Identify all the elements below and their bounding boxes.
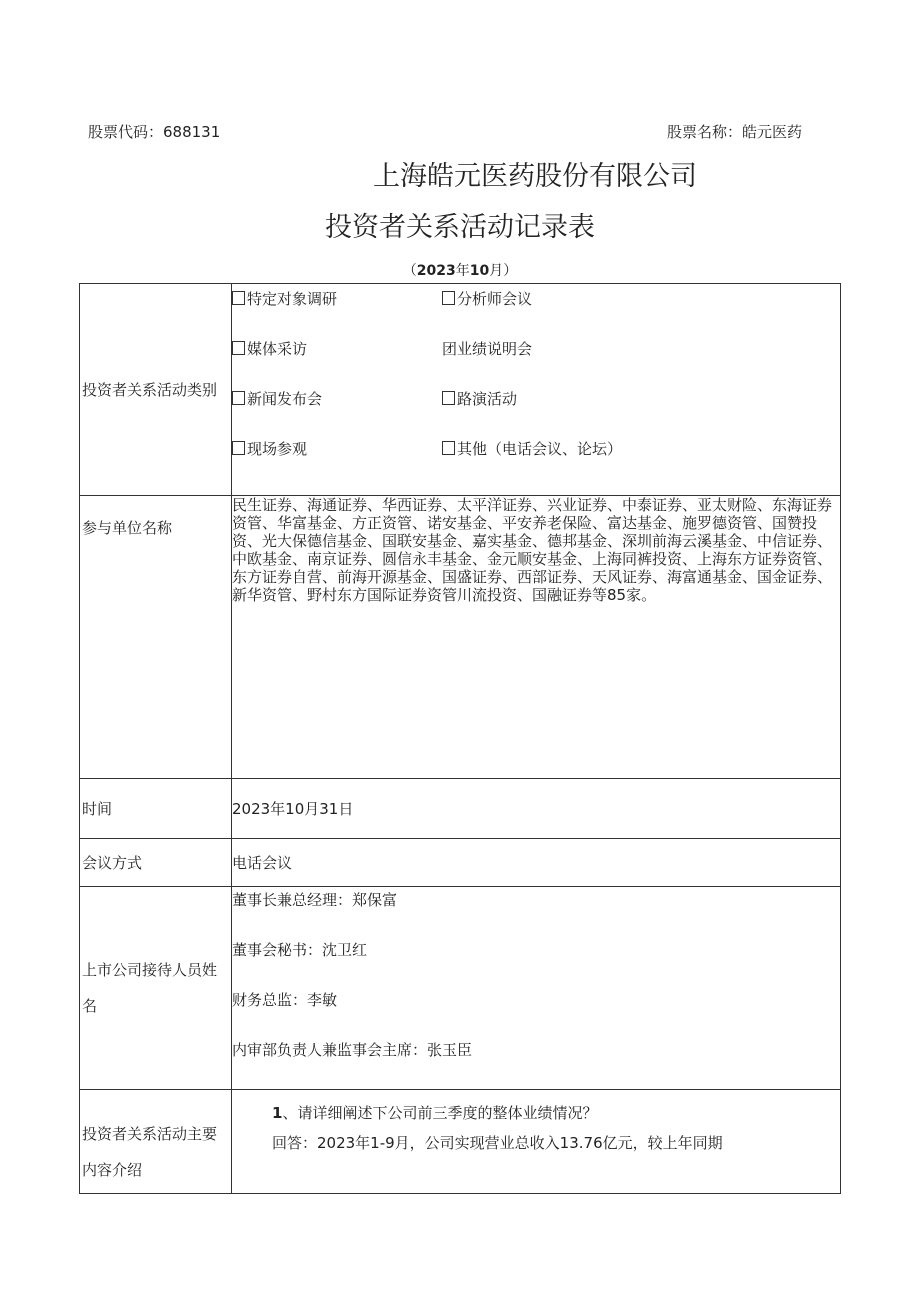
time-label: 时间: [80, 779, 232, 839]
stock-name: 股票名称：皓元医药: [667, 123, 803, 141]
reception-line: 董事长兼总经理：郑保富: [232, 891, 398, 909]
period-month: 10: [469, 263, 490, 279]
option-earnings-call[interactable]: [442, 340, 792, 390]
content-label: 投资者关系活动主要内容介绍: [80, 1090, 232, 1194]
participants-label: 参与单位名称: [80, 496, 232, 779]
format-label: 会议方式: [80, 839, 232, 887]
period-close: 月）: [489, 263, 518, 279]
option-label: 团业绩说明会: [442, 340, 533, 358]
stock-code: 股票代码：688131: [88, 123, 221, 141]
option-label: 路演活动: [457, 390, 518, 408]
category-label: 投资者关系活动类别: [80, 284, 232, 496]
option-label: 其他（电话会议、论坛）: [457, 440, 623, 458]
option-other[interactable]: [442, 440, 792, 490]
option-media-interview[interactable]: [232, 340, 442, 390]
checkbox-icon[interactable]: [232, 391, 245, 405]
checkbox-icon[interactable]: [442, 391, 455, 405]
checkbox-icon[interactable]: [442, 441, 455, 455]
participants-value: 民生证券、海通证券、华西证券、太平洋证券、兴业证券、中泰证券、亚太财险、东海证券资管、华富基金、方正资管、诺安基金、平安养老保险、富达基金、施罗德资管、国赞投资、光大保德信基金、国联安基金、嘉实基金、德邦基金、深圳前海云溪基金、中信证券、中欧基金、南京证券、圆信永丰基金、金元顺安基金、上海同裤投资、上海东方证券资管、东方证券自营、前海开源基金、国盛证券、西部证券、天风证券、海富通基金、国金证券、新华资管、野村东方国际证券资管川流投资、国融证券等85家。: [232, 496, 841, 779]
period-open: （: [402, 263, 417, 279]
checkbox-icon[interactable]: [232, 291, 245, 305]
reception-line: 内审部负责人兼监事会主席：张玉臣: [232, 1041, 473, 1059]
reception-line: 财务总监：李敏: [232, 991, 338, 1009]
option-label: 分析师会议: [457, 290, 533, 308]
option-site-visit[interactable]: [232, 440, 442, 490]
period-year: 2023: [416, 263, 456, 279]
company-title: 上海皓元医药股份有限公司: [373, 161, 697, 192]
option-analyst-meeting[interactable]: [442, 290, 792, 340]
period-mid: 年: [455, 263, 470, 279]
reception-list: [232, 887, 841, 1090]
option-label: 特定对象调研: [247, 290, 338, 308]
checkbox-icon[interactable]: [442, 291, 455, 305]
option-roadshow[interactable]: [442, 390, 792, 440]
checkbox-icon[interactable]: [232, 341, 245, 355]
option-press-conference[interactable]: [232, 390, 442, 440]
format-value: 电话会议: [232, 839, 841, 887]
content-body: [232, 1090, 841, 1194]
answer-1: 回答：2023年1-9月，公司实现营业总收入13.76亿元，较上年同期: [272, 1134, 723, 1152]
category-options: [232, 284, 841, 496]
period-subtitle: [0, 260, 920, 280]
question-text: 、请详细阐述下公司前三季度的整体业绩情况？: [282, 1104, 598, 1122]
record-table: [79, 283, 841, 1194]
option-label: 新闻发布会: [247, 390, 323, 408]
option-label: 媒体采访: [247, 340, 308, 358]
question-number: 1: [272, 1104, 283, 1122]
reception-line: 董事会秘书：沈卫红: [232, 941, 368, 959]
option-specific-research[interactable]: [232, 290, 442, 340]
time-value: 2023年10月31日: [232, 779, 841, 839]
question-1: [232, 1090, 840, 1122]
option-label: 现场参观: [247, 440, 308, 458]
document-title: 投资者关系活动记录表: [325, 212, 595, 243]
reception-label: 上市公司接待人员姓名: [80, 887, 232, 1090]
checkbox-icon[interactable]: [232, 441, 245, 455]
